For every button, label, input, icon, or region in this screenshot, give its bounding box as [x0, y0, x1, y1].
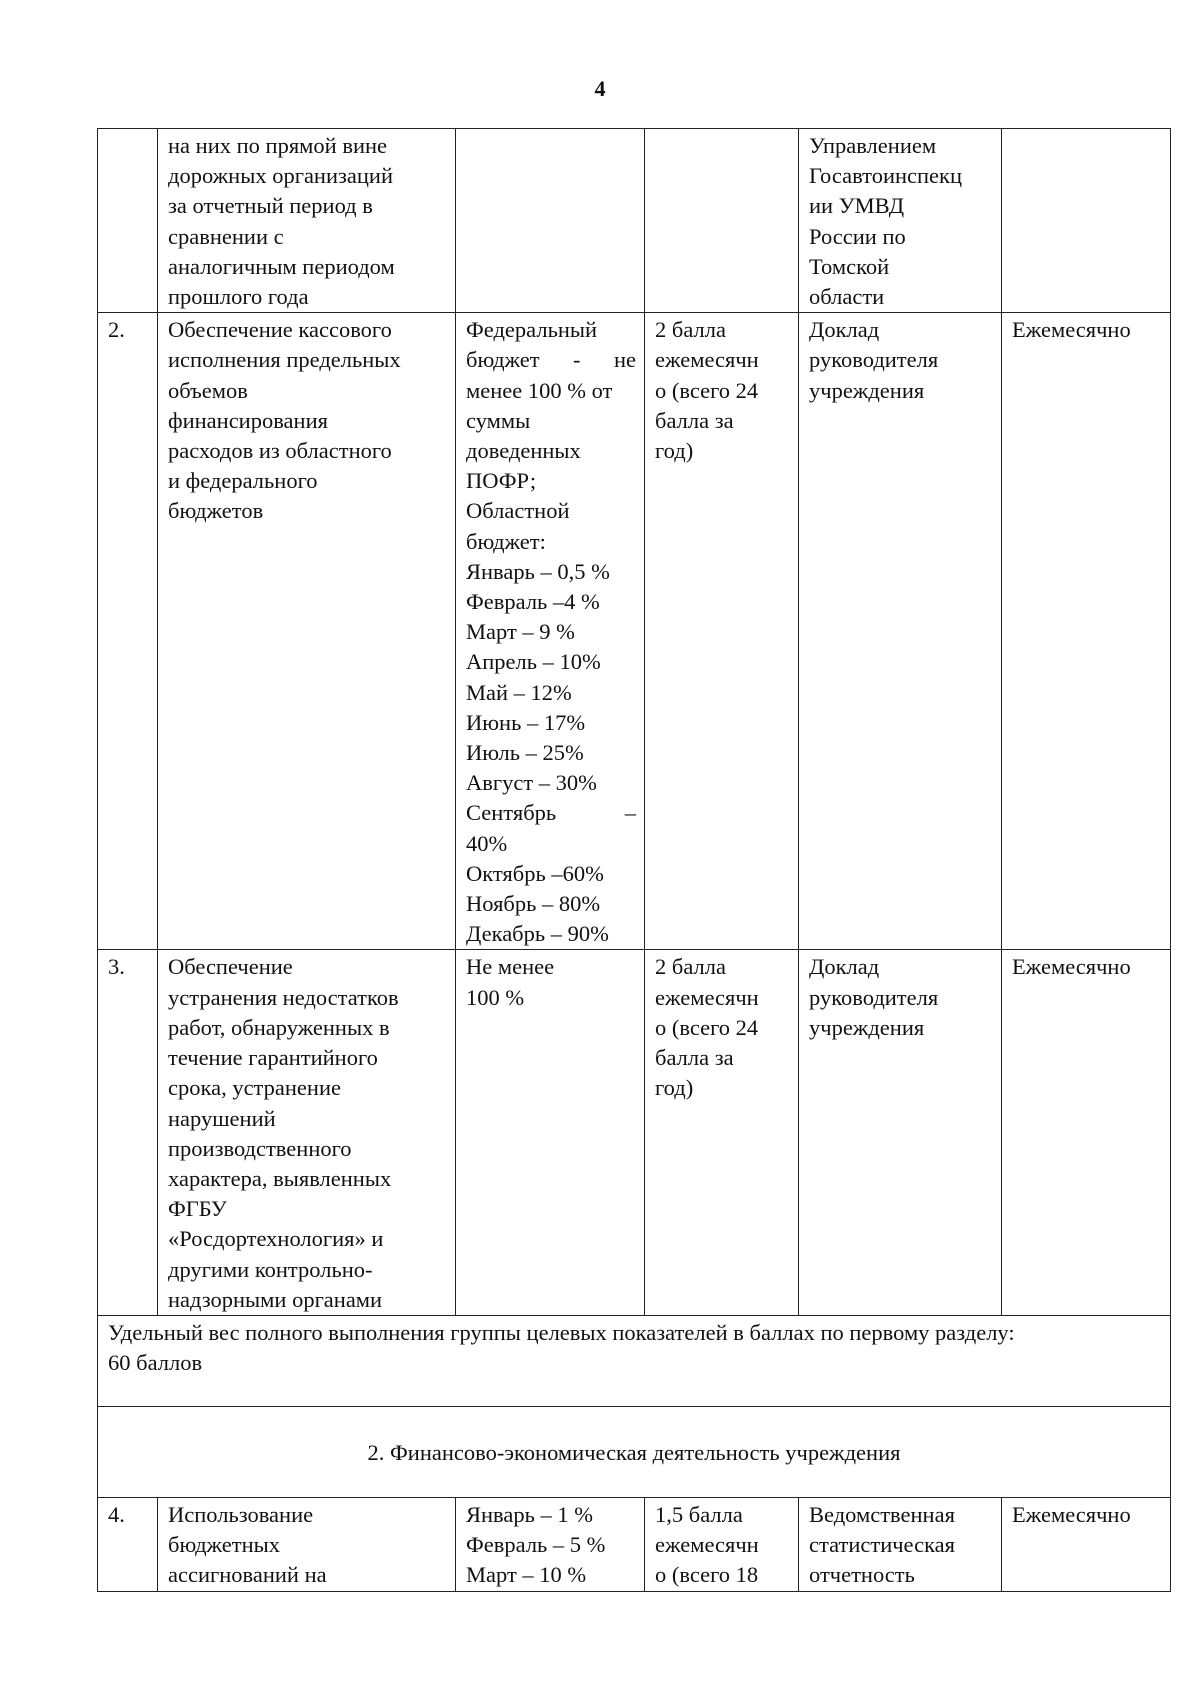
- indicator-cell-line: расходов из областного: [168, 438, 392, 464]
- criteria-cell-line: Не менее: [466, 954, 555, 980]
- source-cell-line: учреждения: [809, 1014, 925, 1040]
- criteria-cell-line: Июнь – 17%: [466, 709, 586, 735]
- points-cell: [645, 1497, 799, 1591]
- criteria-cell-line: 40%: [466, 830, 508, 856]
- summary-cell-line: 60 баллов: [108, 1350, 203, 1376]
- indicator-cell-line: ассигнований на: [168, 1562, 327, 1588]
- frequency-cell-line: Ежемесячно: [1012, 317, 1131, 343]
- points-cell-line: ежемесячн: [655, 984, 759, 1010]
- criteria-cell-line: 100 %: [466, 984, 525, 1010]
- indicator-cell-line: прошлого года: [168, 284, 309, 310]
- frequency-cell-line: Ежемесячно: [1012, 1501, 1131, 1527]
- source-cell-line: Управлением: [809, 133, 937, 158]
- criteria-cell-line: Февраль –4 %: [466, 589, 600, 615]
- indicator-cell-line: исполнения предельных: [168, 347, 401, 373]
- criteria-cell-line: Март – 10 %: [466, 1562, 587, 1588]
- row-number: 3.: [98, 950, 158, 1315]
- frequency-cell: [1002, 1497, 1171, 1591]
- source-cell-line: Томской: [809, 253, 890, 279]
- criteria-cell-line: Областной: [466, 498, 570, 524]
- points-cell-line: 2 балла: [655, 317, 726, 343]
- source-cell-line: отчетность: [809, 1562, 915, 1588]
- points-cell-line: ежемесячн: [655, 347, 759, 373]
- indicator-cell-line: течение гарантийного: [168, 1045, 378, 1071]
- indicator-cell-line: нарушений: [168, 1105, 276, 1131]
- criteria-cell-line: ПОФР;: [466, 468, 537, 494]
- indicator-cell: [158, 950, 456, 1315]
- criteria-cell-line: бюджет - не: [466, 347, 636, 373]
- summary-cell-line: Удельный вес полного выполнения группы целевых показателей в баллах по первому разделу:: [108, 1319, 1015, 1345]
- points-cell-line: 2 балла: [655, 954, 726, 980]
- indicator-cell-line: Обеспечение кассового: [168, 317, 392, 343]
- points-cell: [645, 950, 799, 1315]
- indicator-cell-line: производственного: [168, 1135, 352, 1161]
- criteria-cell-line: Январь – 1 %: [466, 1501, 593, 1527]
- points-cell-line: 1,5 балла: [655, 1501, 743, 1527]
- points-cell-line: балла за: [655, 1045, 734, 1071]
- criteria-cell-line: Август – 30%: [466, 770, 597, 796]
- indicator-cell-line: сравнении с: [168, 223, 284, 249]
- points-cell-line: о (всего 18: [655, 1562, 759, 1588]
- criteria-cell-line: Сентябрь –: [466, 800, 636, 826]
- indicator-cell-line: «Росдортехнология» и: [168, 1226, 384, 1252]
- source-cell-line: Доклад: [809, 317, 880, 343]
- indicator-cell-line: работ, обнаруженных в: [168, 1014, 390, 1040]
- indicator-cell-line: бюджетов: [168, 498, 264, 524]
- points-cell: [645, 313, 799, 950]
- source-cell-line: руководителя: [809, 984, 939, 1010]
- source-cell-line: Ведомственная: [809, 1501, 955, 1527]
- table-row: [98, 950, 1171, 1315]
- row-number: [98, 129, 158, 313]
- source-cell-line: Доклад: [809, 954, 880, 980]
- source-cell-line: России по: [809, 223, 906, 249]
- source-cell-line: руководителя: [809, 347, 939, 373]
- source-cell-line: статистическая: [809, 1532, 956, 1558]
- indicator-cell-line: объемов: [168, 377, 248, 403]
- frequency-cell: [1002, 313, 1171, 950]
- source-cell-line: ии УМВД: [809, 193, 905, 219]
- points-cell: [645, 129, 799, 313]
- page-number: 4: [594, 76, 606, 101]
- criteria-cell-line: Апрель – 10%: [466, 649, 601, 675]
- indicator-cell-line: финансирования: [168, 407, 328, 433]
- indicators-table: [97, 128, 1171, 1592]
- indicator-cell-line: за отчетный период в: [168, 193, 373, 219]
- frequency-cell: [1002, 129, 1171, 313]
- table-row: [98, 313, 1171, 950]
- indicator-cell-line: срока, устранение: [168, 1075, 341, 1101]
- points-cell-line: о (всего 24: [655, 1014, 759, 1040]
- table-row: [98, 129, 1171, 313]
- criteria-cell-line: Октябрь –60%: [466, 860, 604, 886]
- criteria-cell-line: Декабрь – 90%: [466, 921, 609, 947]
- source-cell-line: Госавтоинспекц: [809, 163, 963, 189]
- points-cell-line: балла за: [655, 407, 734, 433]
- points-cell-line: о (всего 24: [655, 377, 759, 403]
- indicator-cell-line: на них по прямой вине: [168, 133, 388, 158]
- source-cell: [799, 129, 1002, 313]
- indicator-cell: [158, 1497, 456, 1591]
- criteria-cell: [456, 129, 645, 313]
- criteria-cell-line: менее 100 % от: [466, 377, 613, 403]
- indicator-cell-line: характера, выявленных: [168, 1165, 392, 1191]
- criteria-cell: [456, 950, 645, 1315]
- frequency-cell-line: Ежемесячно: [1012, 954, 1131, 980]
- indicator-cell-line: Обеспечение: [168, 954, 293, 980]
- criteria-cell-line: доведенных: [466, 438, 581, 464]
- source-cell-line: области: [809, 284, 885, 310]
- indicator-cell-line: надзорными органами: [168, 1286, 383, 1312]
- indicator-cell-line: устранения недостатков: [168, 984, 399, 1010]
- source-cell-line: учреждения: [809, 377, 925, 403]
- indicator-cell-line: Использование: [168, 1501, 314, 1527]
- summary-cell: [98, 1315, 1171, 1406]
- criteria-cell-line: Июль – 25%: [466, 740, 584, 766]
- points-cell-line: ежемесячн: [655, 1532, 759, 1558]
- row-number: 4.: [98, 1497, 158, 1591]
- section-title-row: [98, 1406, 1171, 1497]
- points-cell-line: год): [655, 438, 694, 464]
- row-number: 2.: [98, 313, 158, 950]
- section-title: 2. Финансово-экономическая деятельность учреждения: [98, 1406, 1171, 1497]
- criteria-cell-line: Март – 9 %: [466, 619, 575, 645]
- indicator-cell: [158, 129, 456, 313]
- frequency-cell: [1002, 950, 1171, 1315]
- criteria-cell-line: бюджет:: [466, 528, 546, 554]
- indicator-cell-line: ФГБУ: [168, 1196, 227, 1222]
- summary-row: [98, 1315, 1171, 1406]
- criteria-cell-line: Январь – 0,5 %: [466, 558, 610, 584]
- indicator-cell-line: бюджетных: [168, 1532, 281, 1558]
- criteria-cell-line: Федеральный: [466, 317, 598, 343]
- criteria-cell: [456, 1497, 645, 1591]
- table-row: [98, 1497, 1171, 1591]
- criteria-cell-line: суммы: [466, 407, 531, 433]
- source-cell: [799, 950, 1002, 1315]
- indicator-cell-line: дорожных организаций: [168, 163, 394, 189]
- points-cell-line: год): [655, 1075, 694, 1101]
- indicator-cell-line: аналогичным периодом: [168, 253, 395, 279]
- indicator-cell: [158, 313, 456, 950]
- indicator-cell-line: и федерального: [168, 468, 318, 494]
- criteria-cell-line: Май – 12%: [466, 679, 572, 705]
- indicator-cell-line: другими контрольно-: [168, 1256, 373, 1282]
- criteria-cell-line: Ноябрь – 80%: [466, 891, 601, 917]
- source-cell: [799, 1497, 1002, 1591]
- criteria-cell-line: Февраль – 5 %: [466, 1532, 606, 1558]
- source-cell: [799, 313, 1002, 950]
- criteria-cell: [456, 313, 645, 950]
